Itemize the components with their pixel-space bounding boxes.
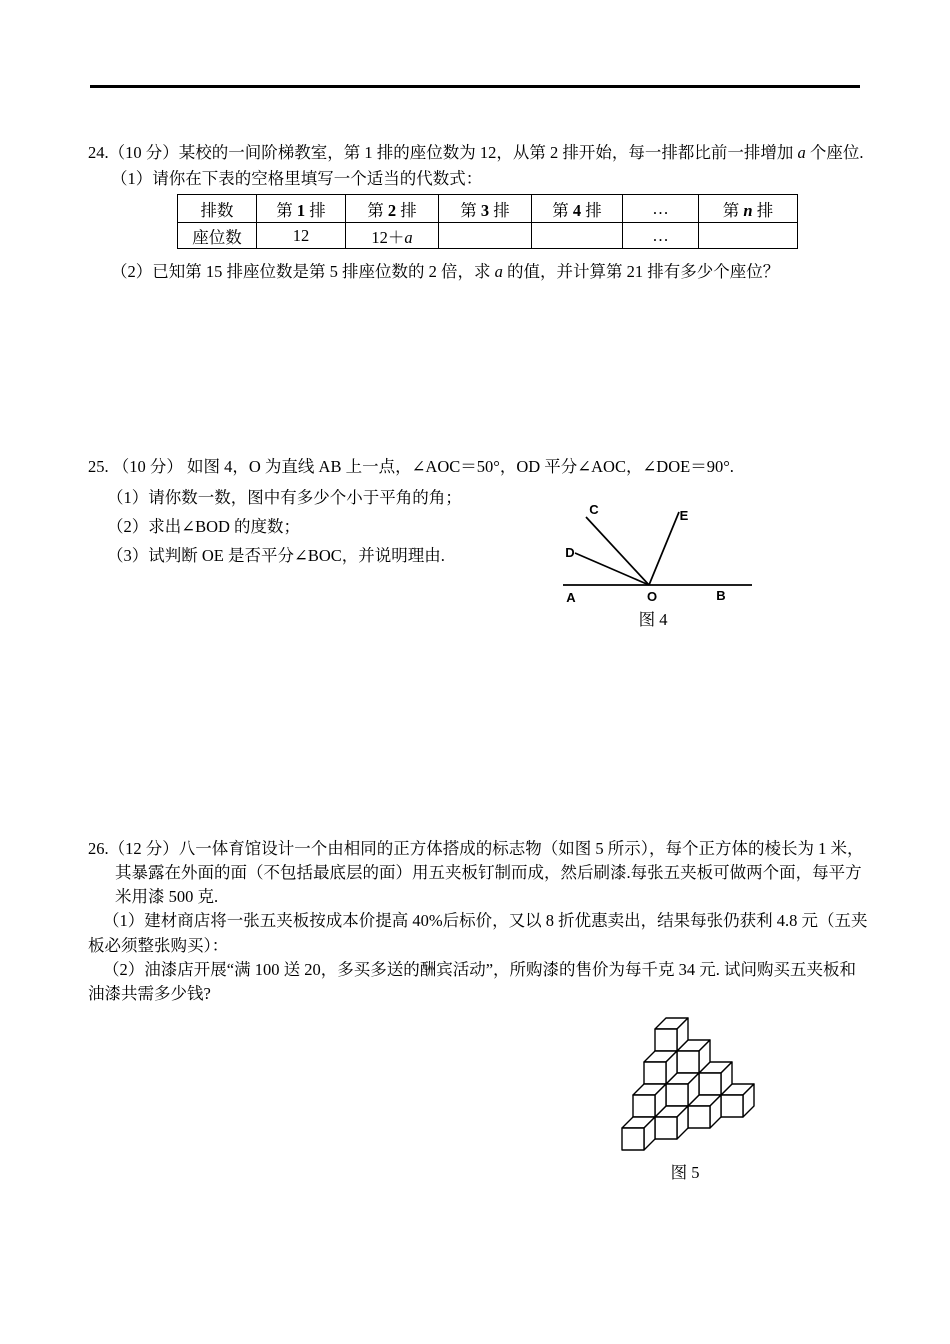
cube-face (633, 1095, 655, 1117)
cube-face (721, 1095, 743, 1117)
cube-face (666, 1084, 688, 1106)
q26-stem-line1: 26.（12 分）八一体育馆设计一个由相同的正方体搭成的标志物（如图 5 所示），每个正方体的棱长为 1 米， (88, 839, 864, 858)
point-label-C: C (589, 502, 599, 517)
point-label-O: O (646, 589, 658, 604)
point-label-A: A (566, 590, 576, 605)
q26-stem-line2: 其暴露在外面的面（不包括最底层的面）用五夹板钉制而成，然后刷漆.每张五夹板可做两个面，每平方 (115, 863, 862, 882)
seat-table-header-cell: 第 3 排 (439, 195, 532, 223)
cube-face (655, 1117, 677, 1139)
seat-table-header-row (178, 195, 798, 223)
point-label-D: D (565, 545, 575, 560)
seat-table-cell: … (623, 223, 699, 249)
cube-face (644, 1062, 666, 1084)
q25-stem: 25. （10 分） 如图 4，O 为直线 AB 上一点，∠AOC＝50°，OD 平分∠AOC，∠DOE＝90°. (88, 457, 734, 476)
q26-part1-line1: （1）建材商店将一张五夹板按成本价提高 40%后标价，又以 8 折优惠卖出，结果每张仍获利 4.8 元（五夹 (103, 911, 868, 930)
cube-face (677, 1051, 699, 1073)
seat-table-cell: 12＋a (346, 223, 439, 249)
q24-stem: 24.（10 分）某校的一间阶梯教室，第 1 排的座位数为 12，从第 2 排开始，每一排都比前一排增加 a 个座位. (88, 143, 864, 162)
seat-table-header-cell: 第 1 排 (257, 195, 346, 223)
cube-face (688, 1106, 710, 1128)
q26-part1-line2: 板必须整张购买）： (88, 935, 229, 955)
point-label-B: B (716, 588, 726, 603)
q24-part2: （2）已知第 15 排座位数是第 5 排座位数的 2 倍，求 a 的值，并计算第 21 排有多少个座位？ (111, 262, 780, 281)
seat-table-cell-blank (532, 223, 623, 249)
q25-part1: （1）请你数一数，图中有多少个小于平角的角； (107, 488, 462, 507)
cube-face (655, 1029, 677, 1051)
seat-table-cell-blank (439, 223, 532, 249)
seat-table-cell-blank (699, 223, 798, 249)
seat-table-data-row (178, 223, 798, 249)
q26-part2-line2: 油漆共需多少钱? (88, 983, 211, 1003)
figure4-angle-diagram (545, 495, 765, 615)
seat-table-header-cell: … (623, 195, 699, 223)
unit-cube (622, 1117, 655, 1150)
figure5-caption: 图 5 (670, 1163, 700, 1182)
q25-part2: （2）求出∠BOD 的度数； (107, 517, 301, 536)
figure5-cube-staircase (612, 1010, 767, 1158)
point-label-E: E (679, 508, 689, 523)
seat-table-header-cell: 第 4 排 (532, 195, 623, 223)
seat-table-cell: 座位数 (178, 223, 257, 249)
seat-table (177, 194, 798, 249)
seat-table-header-cell: 第 2 排 (346, 195, 439, 223)
ray-OD (575, 553, 649, 585)
q26-part2-line1: （2）油漆店开展“满 100 送 20，多买多送的酬宾活动”，所购漆的售价为每千克 34 元. 试问购买五夹板和 (103, 959, 857, 979)
cube-face (622, 1128, 644, 1150)
seat-table-cell: 12 (257, 223, 346, 249)
ray-OE (649, 512, 679, 585)
q25-part3: （3）试判断 OE 是否平分∠BOC，并说明理由. (107, 546, 445, 565)
ray-OC (586, 517, 649, 585)
q24-part1: （1）请你在下表的空格里填写一个适当的代数式： (111, 169, 483, 188)
header-rule (90, 85, 860, 88)
seat-table-header-cell: 第 n 排 (699, 195, 798, 223)
seat-table-header-cell: 排数 (178, 195, 257, 223)
q26-stem-line3: 米用漆 500 克. (115, 887, 219, 906)
figure4-caption: 图 4 (638, 610, 668, 629)
cube-face (699, 1073, 721, 1095)
